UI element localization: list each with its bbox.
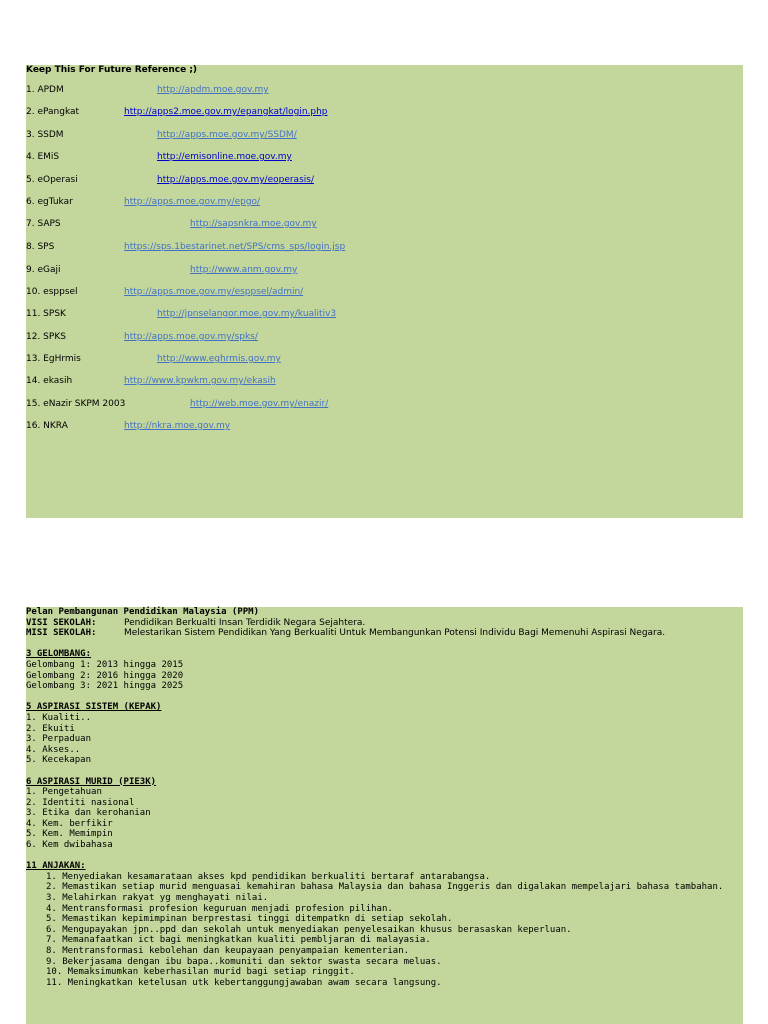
link-label: 1. APDM <box>26 85 64 95</box>
sistem-item: 1. Kualiti.. <box>26 712 92 723</box>
visi-row <box>26 618 743 629</box>
anjakan-item: 6. Mengupayakan jpn..ppd dan sekolah untuk menyediakan penyelesaikan khusus berasaskan keperluan. <box>46 924 572 935</box>
link-label: 12. SPKS <box>26 332 66 342</box>
link-label: 8. SPS <box>26 242 55 252</box>
sistem-item: 4. Akses.. <box>26 744 81 755</box>
link-label: 3. SSDM <box>26 130 64 140</box>
link-url[interactable]: http://apps2.moe.gov.my/epangkat/login.php <box>124 107 328 117</box>
anjakan-item: 11. Meningkatkan ketelusan utk kebertanggungjawaban awam secara langsung. <box>46 977 442 988</box>
link-url[interactable]: http://apdm.moe.gov.my <box>157 85 269 95</box>
gelombang-heading: 3 GELOMBANG: <box>26 649 92 660</box>
link-label: 13. EgHrmis <box>26 354 81 364</box>
murid-item: 5. Kem. Memimpin <box>26 829 113 840</box>
link-label: 9. eGaji <box>26 265 61 275</box>
ppm-title: Pelan Pembangunan Pendidikan Malaysia (PPM) <box>26 607 259 617</box>
link-url[interactable]: https://sps.1bestarinet.net/SPS/cms_sps/login.jsp <box>124 242 346 252</box>
link-url[interactable]: http://apps.moe.gov.my/epgo/ <box>124 197 261 207</box>
link-url[interactable]: http://jpnselangor.moe.gov.my/kualitiv3 <box>157 309 337 319</box>
gelombang-item: Gelombang 1: 2013 hingga 2015 <box>26 659 184 670</box>
link-url[interactable]: http://apps.moe.gov.my/spks/ <box>124 332 258 342</box>
gelombang-list <box>26 660 743 692</box>
reference-links-panel <box>26 65 743 518</box>
link-label: 2. ePangkat <box>26 107 80 117</box>
link-url[interactable]: http://www.kpwkm.gov.my/ekasih <box>124 376 276 386</box>
link-label: 15. eNazir SKPM 2003 <box>26 399 126 409</box>
link-label: 11. SPSK <box>26 309 66 319</box>
anjakan-item: 8. Mentransformasi kebolehan dan keupayaan penyampaian kementerian. <box>46 946 410 956</box>
anjakan-item: 7. Memanafaatkan ict bagi meningkatkan kualiti pembljaran di malayasia. <box>46 935 431 946</box>
murid-item: 2. Identiti nasional <box>26 797 135 808</box>
murid-item: 3. Etika dan kerohanian <box>26 808 151 819</box>
link-label: 5. eOperasi <box>26 175 78 185</box>
link-url[interactable]: http://www.anm.gov.my <box>190 265 298 275</box>
sistem-item: 2. Ekuiti <box>26 723 75 734</box>
link-url[interactable]: http://apps.moe.gov.my/SSDM/ <box>157 130 297 140</box>
sistem-item: 5. Kecekapan <box>26 755 92 766</box>
anjakan-item: 10. Memaksimumkan keberhasilan murid bagi setiap ringgit. <box>46 967 355 978</box>
link-url[interactable]: http://apps.moe.gov.my/esppsel/admin/ <box>124 287 304 297</box>
link-url[interactable]: http://emisonline.moe.gov.my <box>157 152 292 162</box>
link-label: 4. EMiS <box>26 152 60 162</box>
anjakan-item: 1. Menyediakan kesamarataan akses kpd pendidikan berkualiti bertaraf antarabangsa. <box>46 871 491 882</box>
link-label: 10. esppsel <box>26 287 78 297</box>
sistem-item: 3. Perpaduan <box>26 734 92 745</box>
visi-label: VISI SEKOLAH: <box>26 617 97 628</box>
anjakan-item: 2. Memastikan setiap murid menguasai kemahiran bahasa Malaysia dan bahasa Inggeris dan digalakan mempelajari bahasa tambahan. <box>46 882 724 893</box>
misi-text: Melestarikan Sistem Pendidikan Yang Berkualiti Untuk Membangunkan Potensi Individu Bagi Memenuhi Aspirasi Negara. <box>124 628 666 639</box>
anjakan-list <box>26 872 743 989</box>
murid-item: 4. Kem. berfikir <box>26 818 113 829</box>
murid-heading: 6 ASPIRASI MURID (PIE3K) <box>26 776 157 787</box>
anjakan-item: 4. Mentransformasi profesion keguruan menjadi profesion pilihan. <box>46 903 393 914</box>
visi-text: Pendidikan Berkualti Insan Terdidik Negara Sejahtera. <box>124 617 366 628</box>
murid-list <box>26 787 743 851</box>
anjakan-item: 9. Bekerjasama dengan ibu bapa..komuniti dan sektor swasta secara meluas. <box>46 956 442 967</box>
anjakan-item: 3. Melahirkan rakyat yg menghayati nilai. <box>46 893 269 904</box>
sistem-heading: 5 ASPIRASI SISTEM (KEPAK) <box>26 702 162 713</box>
gelombang-item: Gelombang 3: 2021 hingga 2025 <box>26 681 184 692</box>
murid-item: 6. Kem dwibahasa <box>26 840 113 851</box>
link-label: 14. ekasih <box>26 376 73 386</box>
link-url[interactable]: http://nkra.moe.gov.my <box>124 421 231 431</box>
link-label: 7. SAPS <box>26 219 61 229</box>
link-url[interactable]: http://www.eghrmis.gov.my <box>157 354 281 364</box>
murid-item: 1. Pengetahuan <box>26 787 102 798</box>
link-url[interactable]: http://sapsnkra.moe.gov.my <box>190 219 317 229</box>
link-label: 16. NKRA <box>26 421 68 431</box>
ppm-content <box>26 607 743 988</box>
anjakan-heading: 11 ANJAKAN: <box>26 861 86 872</box>
gelombang-item: Gelombang 2: 2016 hingga 2020 <box>26 670 184 681</box>
misi-row <box>26 628 743 639</box>
links-title: Keep This For Future Reference ;) <box>26 65 198 75</box>
link-url[interactable]: http://apps.moe.gov.my/eoperasis/ <box>157 175 314 185</box>
link-url[interactable]: http://web.moe.gov.my/enazir/ <box>190 399 329 409</box>
misi-label: MISI SEKOLAH: <box>26 628 97 639</box>
link-label: 6. egTukar <box>26 197 73 207</box>
ppm-panel <box>26 607 743 1024</box>
anjakan-item: 5. Memastikan kepimimpinan berprestasi tinggi ditempatkn di setiap sekolah. <box>46 914 453 925</box>
sistem-list <box>26 713 743 766</box>
